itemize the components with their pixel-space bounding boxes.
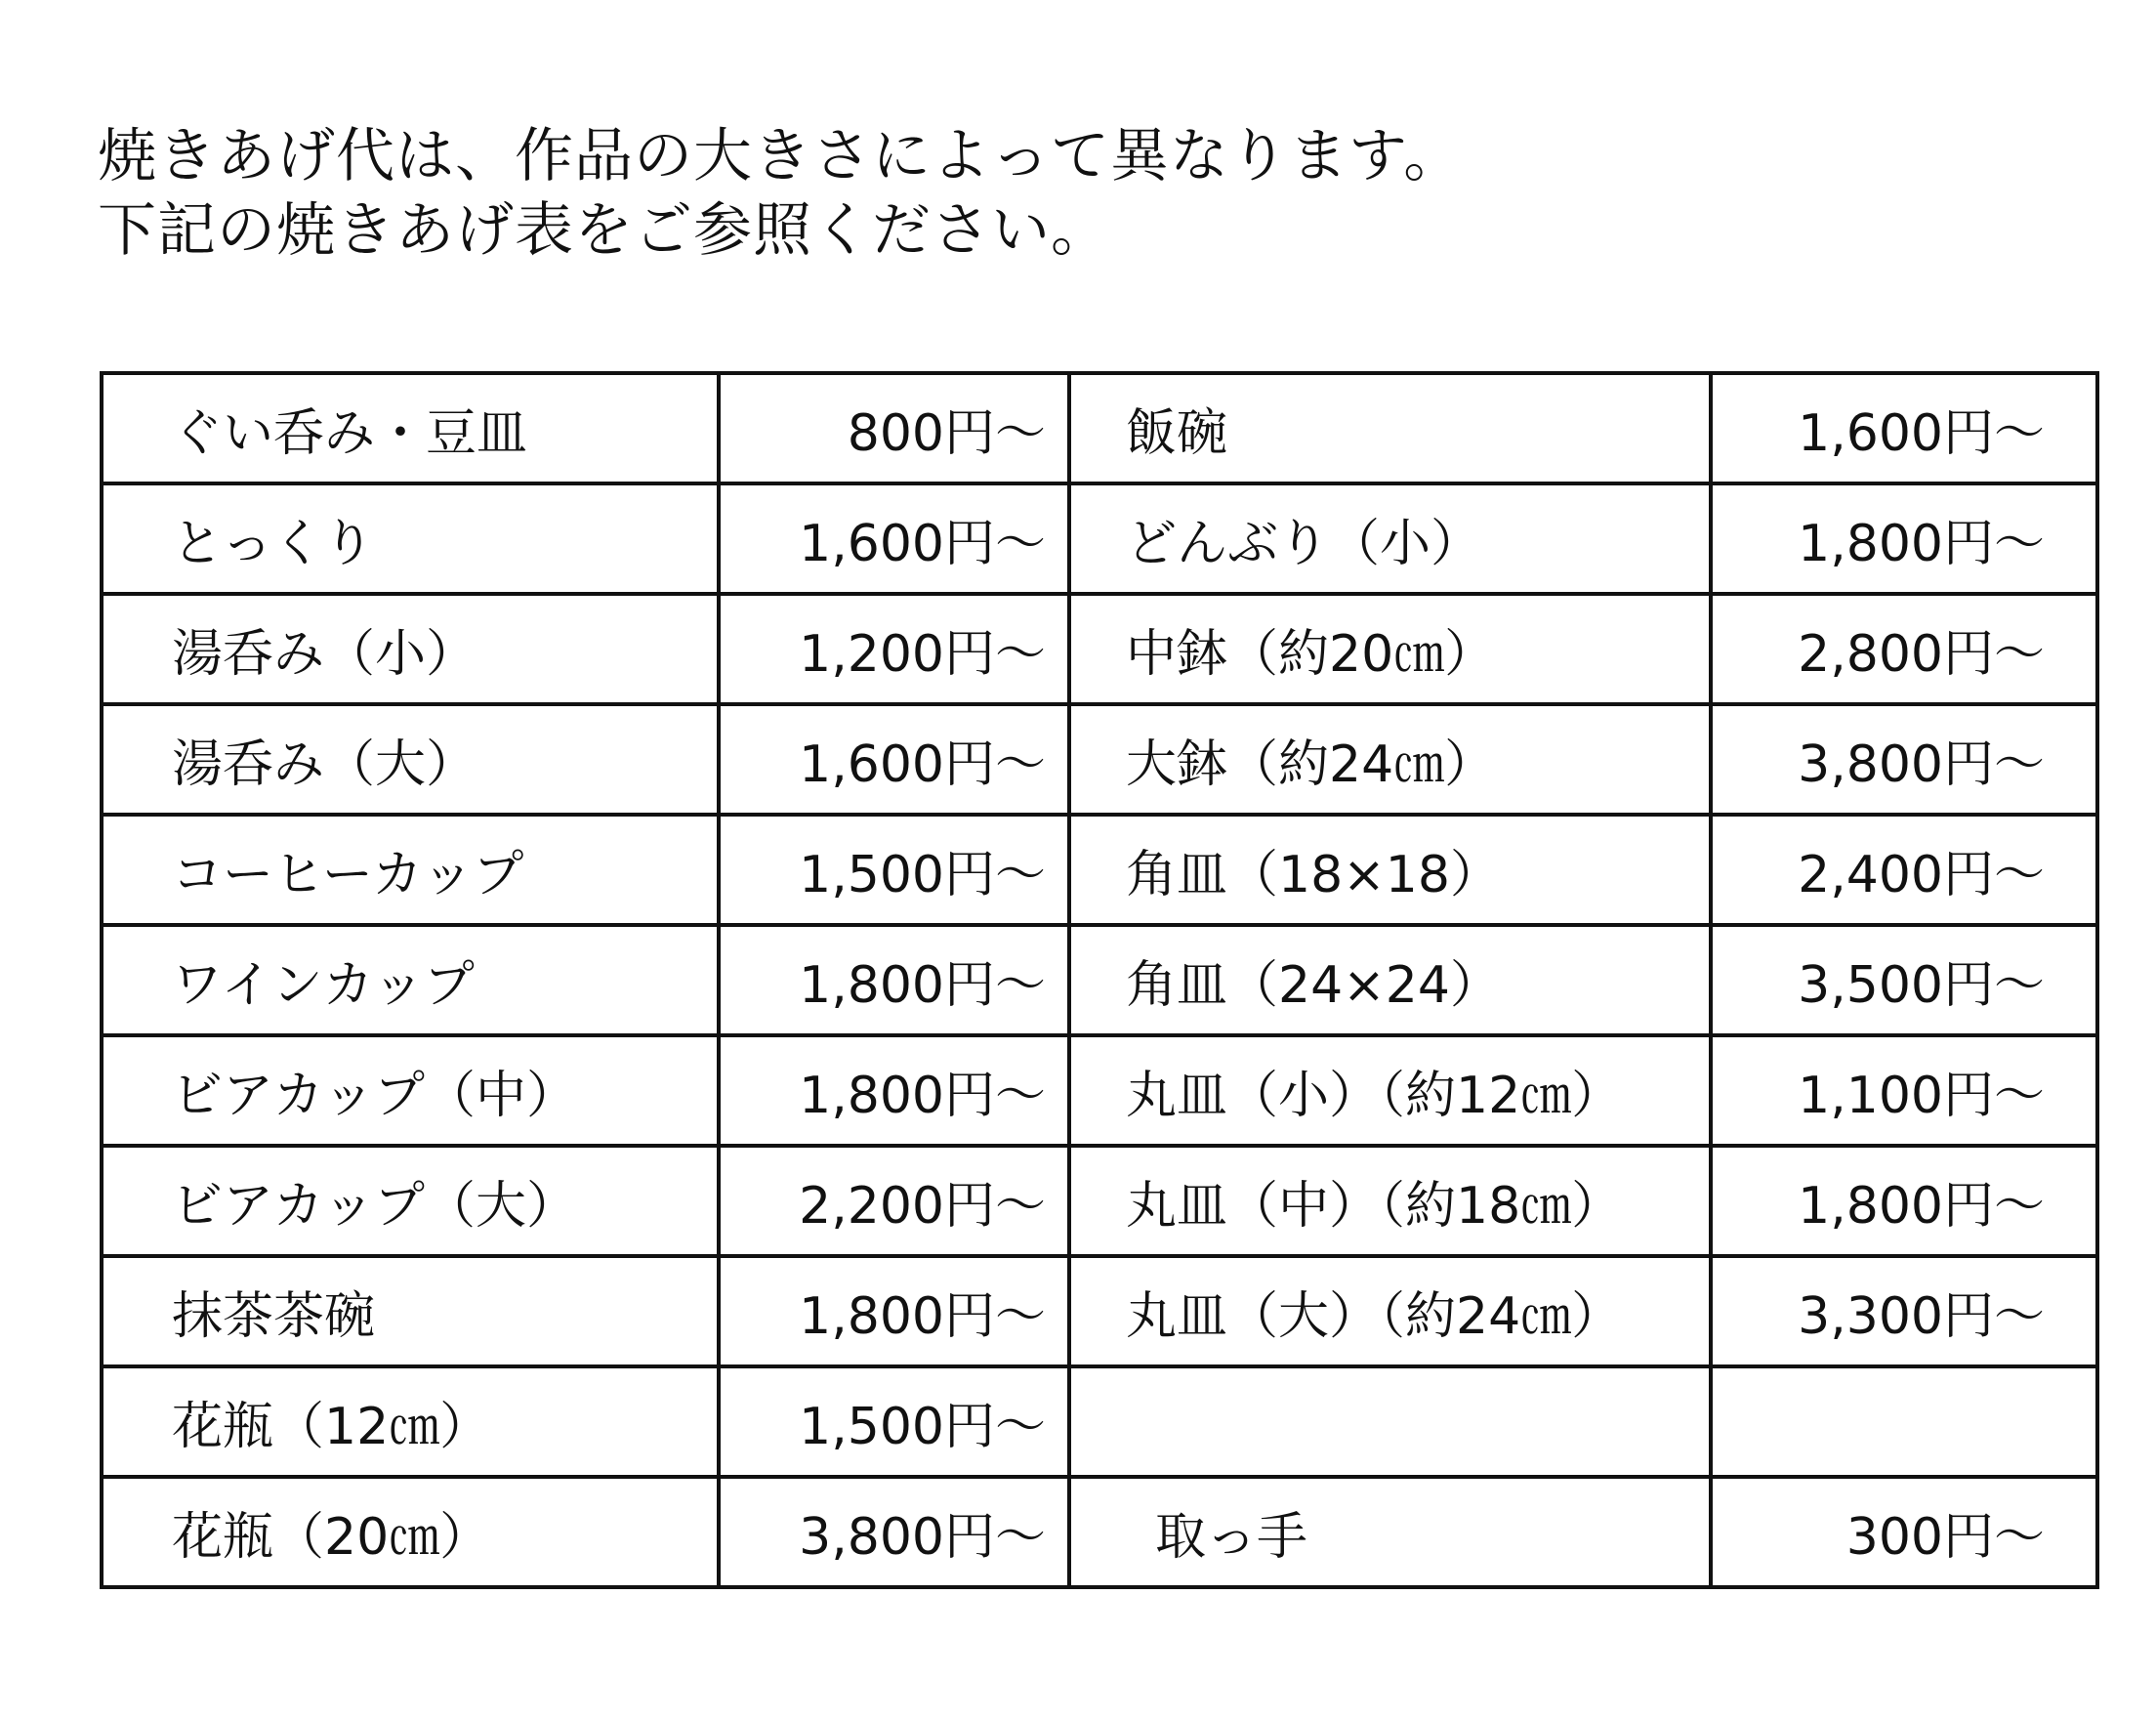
item-name: ワインカップ [102,925,719,1035]
item-price: 1,800円～ [719,1035,1069,1146]
table-row [102,373,2097,483]
item-price: 2,200円～ [719,1146,1069,1256]
item-price: 1,600円～ [719,704,1069,815]
item-price: 3,300円～ [1711,1256,2097,1366]
item-name: 花瓶（20㎝） [102,1477,719,1587]
table-row [102,483,2097,594]
item-name: 湯呑み（小） [102,594,719,704]
item-name: 丸皿（小）（約12㎝） [1069,1035,1711,1146]
item-price: 800円～ [719,373,1069,483]
item-price: 3,800円～ [719,1477,1069,1587]
item-name: 抹茶茶碗 [102,1256,719,1366]
intro-line-2: 下記の焼きあげ表をご参照ください。 [98,196,1110,265]
item-price: 1,800円～ [719,1256,1069,1366]
item-name: ビアカップ（大） [102,1146,719,1256]
item-price: 1,500円～ [719,815,1069,925]
table-row [102,1146,2097,1256]
item-price: 1,500円～ [719,1366,1069,1477]
item-name: どんぶり（小） [1069,483,1711,594]
item-name: 角皿（24×24） [1069,925,1711,1035]
table-row [102,1366,2097,1477]
item-name: 丸皿（大）（約24㎝） [1069,1256,1711,1366]
item-name: ぐい呑み・豆皿 [102,373,719,483]
item-name: 丸皿（中）（約18㎝） [1069,1146,1711,1256]
empty-cell [1711,1366,2097,1477]
table-row [102,815,2097,925]
item-price: 1,600円～ [1711,373,2097,483]
empty-cell [1069,1366,1711,1477]
item-name: コーヒーカップ [102,815,719,925]
item-price: 1,200円～ [719,594,1069,704]
table-row [102,1477,2097,1587]
table-row [102,1256,2097,1366]
item-price: 3,800円～ [1711,704,2097,815]
item-name: とっくり [102,483,719,594]
item-name: ビアカップ（中） [102,1035,719,1146]
item-price: 3,500円～ [1711,925,2097,1035]
item-price: 1,600円～ [719,483,1069,594]
item-price: 1,800円～ [1711,483,2097,594]
table-row [102,925,2097,1035]
item-name: 大鉢（約24㎝） [1069,704,1711,815]
table-row [102,704,2097,815]
item-name: 湯呑み（大） [102,704,719,815]
item-name: 飯碗 [1069,373,1711,483]
item-price: 1,100円～ [1711,1035,2097,1146]
item-name: 取っ手 [1069,1477,1711,1587]
table-row [102,1035,2097,1146]
item-price: 1,800円～ [719,925,1069,1035]
item-price: 2,400円～ [1711,815,2097,925]
intro-line-1: 焼きあげ代は、作品の大きさによって異なります。 [98,122,1464,190]
item-name: 角皿（18×18） [1069,815,1711,925]
table-row [102,594,2097,704]
item-name: 中鉢（約20㎝） [1069,594,1711,704]
item-price: 1,800円～ [1711,1146,2097,1256]
price-table [100,371,2099,1589]
item-price: 2,800円～ [1711,594,2097,704]
item-name: 花瓶（12㎝） [102,1366,719,1477]
intro-text [98,119,1463,268]
item-price: 300円～ [1711,1477,2097,1587]
